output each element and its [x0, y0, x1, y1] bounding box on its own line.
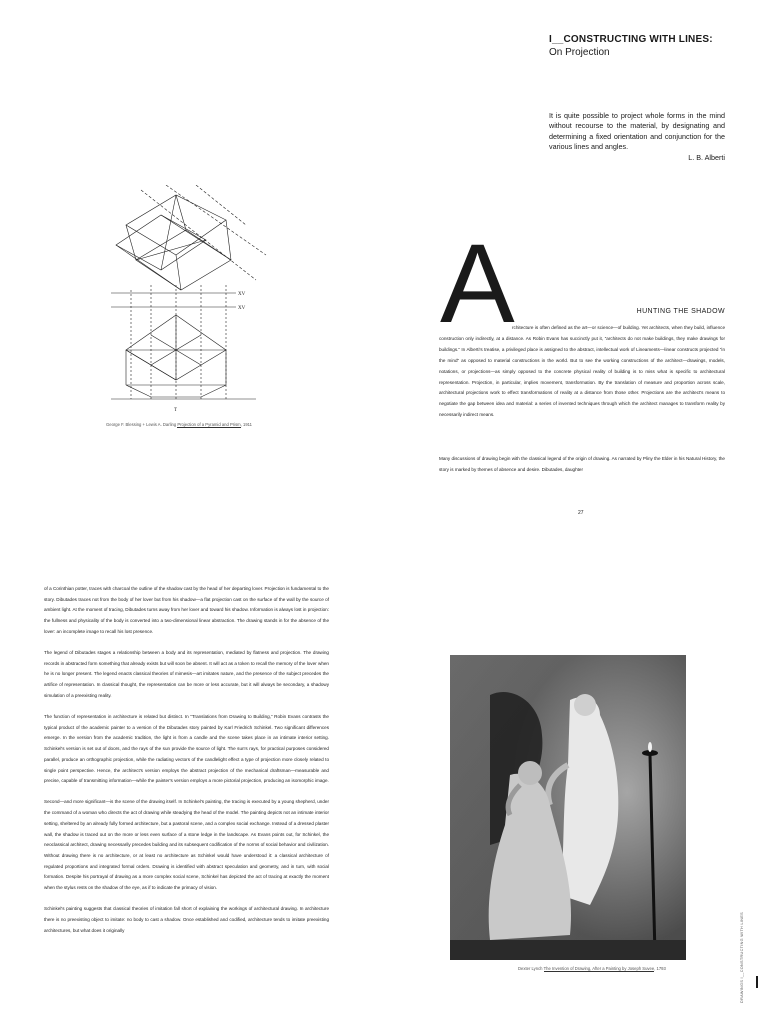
epigraph-text: It is quite possible to project whole forms in the mind without recourse to the material, by designating and determining a fixed orientation and conjunction for the various lines and angles.: [549, 111, 725, 151]
section-heading: HUNTING THE SHADOW: [636, 308, 725, 315]
column-paragraph: Schinkel's painting suggests that classical theories of imitation fall short of explaining the workings of architectural drawing. In architecture there is no preexisting object to imitate: no body to cast a shadow. Once established and codified, architecture tends to imitate preexisting architectures, but what does it originally: [44, 906, 329, 933]
svg-text:T: T: [174, 408, 178, 413]
invention-of-drawing-engraving: [450, 655, 686, 960]
body-paragraph-1: [439, 323, 725, 421]
figure-1-year: , 1911: [240, 422, 253, 427]
column-paragraph: The legend of Dibutades stages a relationship between a body and its representation, mediated by flatness and projection. The drawing records in abstracted form something that already exists but will soon be absent. It will act as a token to recall the memory of the lover when he is no longer present. The legend enacts classical theories of mimesis—art imitates nature, and the presence of the subject precedes the artifice of representation. In classical thought, the representation can be more or less accurate, but it will always be secondary, a shadowy simulation of a preexisting reality.: [44, 650, 329, 698]
epigraph-author: L. B. Alberti: [688, 153, 725, 162]
margin-rule-mark: [756, 976, 758, 988]
figure-1-title: Projection of a Pyramid and Prism: [177, 422, 241, 427]
running-head-vertical: DRAWINGS I__CONSTRUCTING WITH LINES: [740, 912, 744, 1003]
page-number: 27: [578, 510, 584, 516]
chapter-title: I__CONSTRUCTING WITH LINES:: [549, 34, 713, 45]
drop-cap: A: [440, 221, 515, 346]
chapter-subtitle: On Projection: [549, 47, 610, 58]
figure-2-authors: Dexter Lynch: [518, 966, 543, 971]
continuation-column: [44, 584, 329, 947]
svg-text:XV: XV: [238, 306, 246, 311]
body-paragraph-1-text: rchitecture is often defined as the art—or science—of building. Yet architects, when they build, influence construction only indirectly, at a distance. As Robin Evans has succinctly put it, “architects do not make buildings, they make drawings for buildings.” In Alberti's treatise, a privileged place is assigned to the abstract, intellectual work of Lineaments—linear constructs projected “in the mind” as opposed to material constructions in the world. But to see the working constructions of the architect—drawings, models, notations, or projections—as simply opposed to the concrete physical reality of building is to miss what is specific to architectural representation. Projection, in particular, implies movement, transformation. By the translation of measure and proportion across scale, architectural projections work to effect transformations of reality at a distance from those other. Projections are the architect's means to negotiate the gap between idea and material: a series of invented techniques through which the architect manages to transform reality by necessarily indirect means.: [439, 325, 725, 418]
column-paragraph: Second—and more significant—is the scene of the drawing itself. In Schinkel's painting, the tracing is executed by a young shepherd, under the command of a woman who directs the act of drawing while steadying the head of the model. The painting depicts not an intimate interior setting, sheltered by an already fully formed architecture, but a pastoral scene, and a complex social exchange. Instead of a dressed plaster wall, the shadow is traced out on the more or less even surface of a stone ledge in the landscape. As Evans points out, for Schinkel, the neoclassical architect, drawing necessarily precedes building and its subsequent codification of the norms of social behavior and civilization. Without drawing there is no architecture, or at least no architecture as Schinkel would have understood it: a classical architecture of regulated proportions and integrated formal orders. Drawing is identified with abstract speculation and geometry, and in turn, with social formation. Despite his portrayal of drawing as a more complex social scene, Schinkel has depicted the act of tracing at exactly the moment when the stylus rests on the shadow of the eye, as if to indicate the primacy of vision.: [44, 799, 329, 891]
svg-text:XV: XV: [238, 292, 246, 297]
projection-drawing-figure: [106, 185, 271, 415]
figure-caption-2: [518, 966, 666, 971]
figure-2-title: The Invention of Drawing, After a Painting by Joseph Suvee: [543, 966, 655, 971]
column-paragraph: of a Corinthian potter, traces with charcoal the outline of the shadow cast by the head of her departing lover. Projection is fundamental to the story. Dibutades traces not from the body of her lover but from his shadow—a flat projection cast on the surface of the wall by the source of ambient light. At the moment of tracing, Dibutades turns away from her lover and toward his shadow. Information is always lost in projection: the fullness and physicality of the body is converted into a two-dimensional linear abstraction. The drawing stands in for the absence of the lover: an incomplete image to recall his lost presence.: [44, 586, 329, 634]
figure-1-authors: George F. Blessing + Lewis A. Darling: [106, 422, 177, 427]
body-paragraph-2: Many discussions of drawing begin with the classical legend of the origin of drawing. As narrated by Pliny the Elder in his Natural History, the story is marked by themes of absence and desire. Dibutades, daughter: [439, 456, 725, 472]
figure-2-year: , 1793: [654, 966, 666, 971]
column-paragraph: The function of representation in architecture is related but distinct. In “Translations from Drawing to Building,” Robin Evans contrasts the typical product of the academic painter to a version of the Dibutades story painted by Karl Friedrich Schinkel. Two significant differences emerge. In the version from the academic tradition, the light is from a candle and the scene takes place in an intimate interior setting. Schinkel's version is set out of doors, and the rays of the sun provide the source of light. The sun's rays, for practical purposes considered parallel, produce an orthographic projection, while the radiating vectors of the candlelight effect a type of projection more closely related to single point perspective. Hence, the architect's version employs the abstract projection of the mechanical draftsman—measurable and precise, capable of transmitting information—while the painter's version employs a more pictorial projection, producing an isomorphic image.: [44, 714, 329, 784]
figure-caption-1: [106, 422, 252, 427]
